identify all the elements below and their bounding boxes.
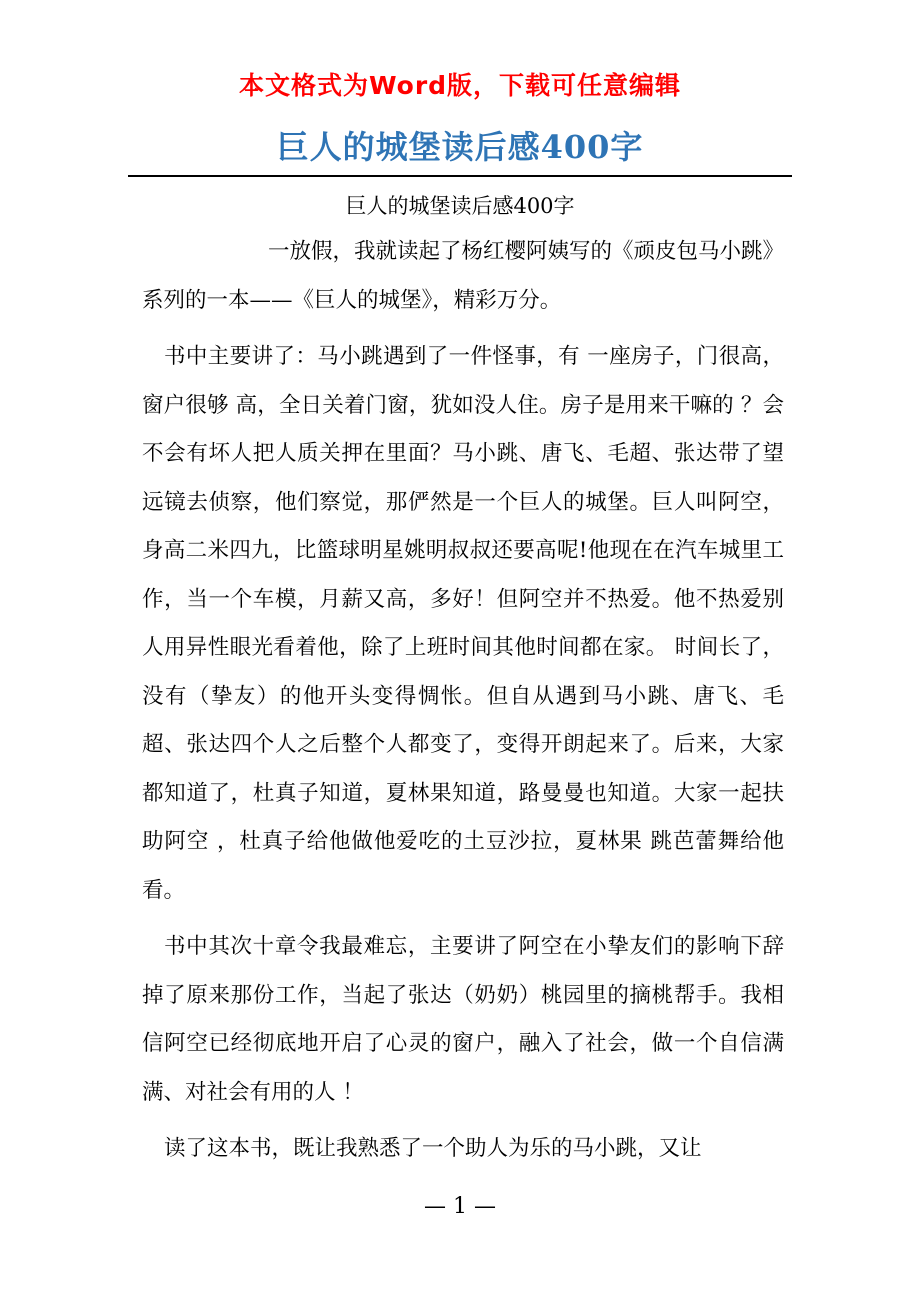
format-notice: 本文格式为Word版，下载可任意编辑 (238, 71, 682, 100)
title-divider (128, 175, 792, 177)
paragraph: 书中其次十章令我最难忘，主要讲了阿空在小挚友们的影响下辞掉了原来那份工作，当起了张达（奶奶）桃园里的摘桃帮手。我相信阿空已经彻底地开启了心灵的窗户，融入了社会，做一个自信满满、对社会有用的人 ！ (142, 934, 784, 1105)
document-title: 巨人的城堡读后感400字 (276, 128, 644, 166)
paragraph: 读了这本书，既让我熟悉了一个助人为乐的马小跳，又让 (164, 1136, 702, 1161)
paragraph: 书中主要讲了：马小跳遇到了一件怪事，有 一座房子，门很高，窗户很够 高，全日关着门窗，犹如没人住。房子是用来干嘛的 ？会不会有坏人把人质关押在里面？马小跳、唐飞、毛超、张达带了望远镜去侦察，他们察觉，那俨然是一个巨人的城堡。巨人叫阿空，身高二米四九，比篮球明星姚明叔叔还要高呢!他现在在汽车城里工作，当一个车模，月薪又高，多好！但阿空并不热爱。他不热爱别人用异性眼光看着他，除了上班时间其他时间都在家。 时间长了，没有（挚友）的他开头变得惆怅。但自从遇到马小跳、唐飞、毛超、张达四个人之后整个人都变了，变得开朗起来了。后来，大家都知道了，杜真子知道，夏林果知道，路曼曼也知道。大家一起扶助阿空 ，杜真子给他做他爱吃的土豆沙拉，夏林果 跳芭蕾舞给他看。 (142, 344, 784, 903)
article-subtitle: 巨人的城堡读后感400字 (345, 194, 575, 218)
page-number: — 1 — (424, 1194, 496, 1219)
paragraph: 一放假，我就读起了杨红樱阿姨写的《顽皮包马小跳》系列的一本——《巨人的城堡》，精彩万分。 (142, 239, 785, 313)
article-body (142, 228, 784, 1174)
